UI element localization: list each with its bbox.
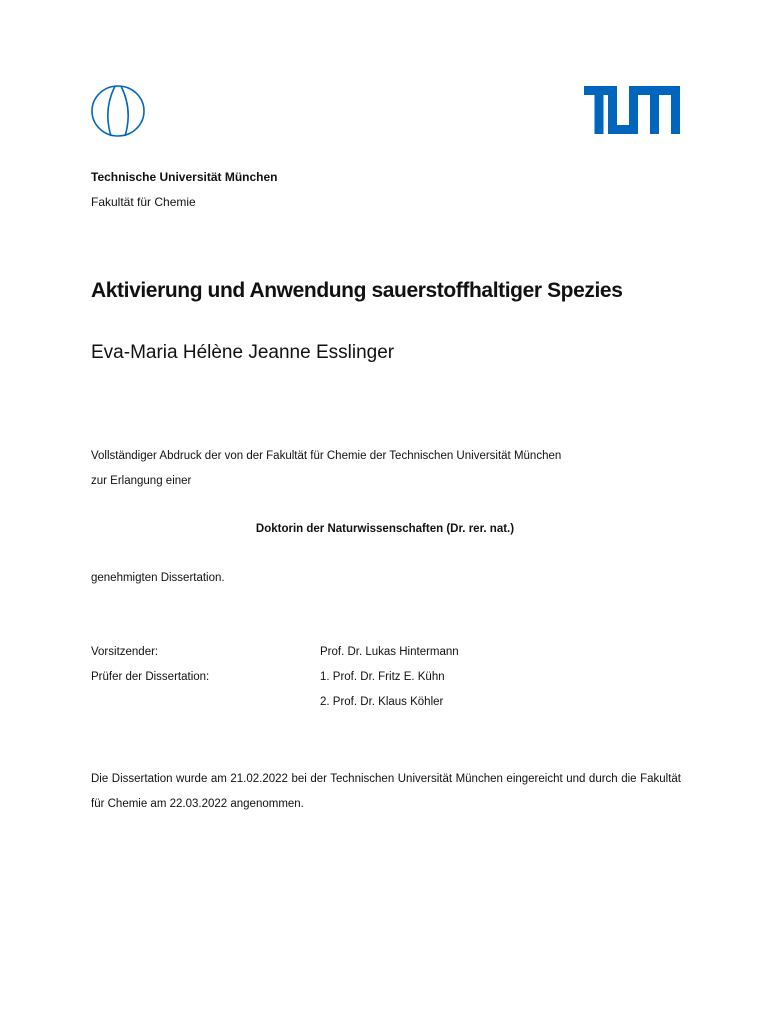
faculty-name: Fakultät für Chemie <box>91 195 196 209</box>
chair-label: Vorsitzender: <box>91 646 159 658</box>
chair-value: Prof. Dr. Lukas Hintermann <box>320 646 459 658</box>
tum-logo-icon <box>584 86 680 134</box>
examiner-1: 1. Prof. Dr. Fritz E. Kühn <box>320 671 445 683</box>
abdruck-line-2: zur Erlangung einer <box>91 475 192 487</box>
abdruck-line-1: Vollständiger Abdruck der von der Fakultät für Chemie der Technischen Universität München <box>91 450 562 462</box>
degree-title: Doktorin der Naturwissenschaften (Dr. rer. nat.) <box>255 523 515 535</box>
author-name: Eva-Maria Hélène Jeanne Esslinger <box>91 342 395 363</box>
approved-dissertation-text: genehmigten Dissertation. <box>91 572 225 584</box>
dissertation-title: Aktivierung und Anwendung sauerstoffhaltiger Spezies <box>91 279 623 302</box>
university-name: Technische Universität München <box>91 170 278 184</box>
submission-statement: Die Dissertation wurde am 21.02.2022 bei der Technischen Universität München eingereicht und durch die Fakultät für Chemie am 22.03.2022 angenommen. <box>91 773 681 810</box>
examiners-label: Prüfer der Dissertation: <box>91 671 210 683</box>
faculty-of-chemistry-logo-icon <box>88 82 148 140</box>
examiner-2: 2. Prof. Dr. Klaus Köhler <box>320 696 444 708</box>
